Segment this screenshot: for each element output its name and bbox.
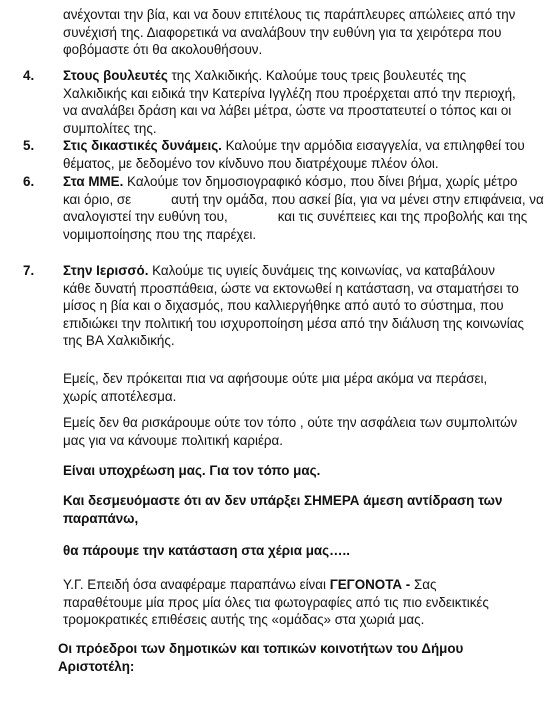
bold-statement [63,492,502,527]
text-line [63,262,524,280]
item-heading: Στις δικαστικές δυνάμεις. [63,138,222,153]
signature-block [58,640,463,675]
text-line: μίσος η βία και ο διχασμός, που καλλιεργήθηκε από αυτό το σύστημα, που [63,298,504,313]
item-text: Καλούμε τον δημοσιογραφικό κόσμο, που δίνει βήμα, χωρίς μέτρο [123,174,518,189]
ps-tail: Σας [410,577,437,592]
list-item-7 [23,262,524,350]
item-text: της Χαλκιδικής. Καλούμε τους τρεις βουλευτές της [167,68,467,83]
text-line [63,576,489,594]
text-line: Εμείς, δεν πρόκειται πια να αφήσουμε ούτε μια μέρα ακόμα να περάσει, [63,371,488,386]
text-line [63,137,525,155]
bold-statement: Είναι υποχρέωση μας. Για τον τόπο μας. [63,463,321,478]
list-number: 5. [23,138,35,153]
item-text: Καλούμε την αρμόδια εισαγγελία, να επιληφθεί του [221,138,525,153]
text-line: να αναλάβει δράση και να λάβει μέτρα, ώστε να προστατευτεί ο τόπος και οι [63,103,512,118]
text-line [63,67,516,85]
text-line: ανέχονται την βία, και να δουν επιτέλους τις παράπλευρες απώλειες από την [63,7,516,22]
text-line: φοβόμαστε ότι θα ακολουθήσουν. [63,42,263,57]
list-number: 4. [23,68,35,83]
item-text: και όριο, σε [63,191,132,207]
text-line: Εμείς δεν θα ρισκάρουμε ούτε τον τόπο , ούτε την ασφάλεια των συμπολιτών [63,415,518,430]
list-number: 7. [23,263,35,278]
text-line: Και δεσμευόμαστε ότι αν δεν υπάρξει ΣΗΜΕΡΑ άμεση αντίδραση των [63,493,503,508]
text-line [63,208,544,226]
bold-statement: θα πάρουμε την κατάσταση στα χέρια μας….. [63,543,350,558]
intro-paragraph [63,6,515,59]
item-heading: Στους βουλευτές [63,68,168,83]
ps-lead: Υ.Γ. Επειδή όσα αναφέραμε παραπάνω είναι [63,577,330,592]
text-line: νομιμοποίησης που της παρέχει. [63,226,257,242]
list-item-6 [23,173,544,243]
item-text: αναλογιστεί την ευθύνη του, [63,209,228,224]
text-line: χωρίς αποτέλεσμα. [63,388,177,404]
list-number: 6. [23,174,35,189]
text-line: της ΒΑ Χαλκιδικής. [63,333,175,348]
text-line: επιδιώκει την πολιτική του ισχυροποίηση μέσα από την διάλυση της κοινωνίας [63,315,524,331]
postscript [63,576,489,629]
text-line: συνέχισή της. Διαφορετικά να αναλάβουν την ευθύνη για τα χειρότερα που [63,24,502,40]
text-line: Οι πρόεδροι των δημοτικών και τοπικών κοινοτήτων του Δήμου [58,641,464,656]
text-line: τρομοκρατικές επιθέσεις αυτής της «ομάδας» στα χωριά μας. [63,612,425,627]
item-text: Καλούμε τις υγιείς δυνάμεις της κοινωνίας, να καταβάλουν [148,263,495,278]
ps-facts: ΓΕΓΟΝΟΤΑ - [329,577,411,592]
text-line: κάθε δυνατή προσπάθεια, ώστε να εκτονωθεί η κατάσταση, να σταματήσει το [63,280,519,296]
paragraph [63,370,487,405]
text-line: συμπολίτες της. [63,120,157,136]
item-heading: Στην Ιερισσό. [63,263,149,278]
item-heading: Στα ΜΜΕ. [63,174,124,189]
text-line [63,191,544,209]
text-line: Χαλκιδικής και ειδικά την Κατερίνα Ιγγλέζη που προέρχεται από την περιοχή, [63,85,516,101]
text-line: θέματος, με δεδομένο τον κίνδυνο που διατρέχουμε πλέον όλοι. [63,155,439,171]
list-item-5 [23,137,525,172]
text-line [63,173,544,191]
paragraph [63,414,517,449]
item-text: αυτή την ομάδα, που ασκεί βία, για να μένει στην επιφάνεια, να [171,191,544,207]
text-line: Αριστοτέλη: [58,658,135,674]
list-item-4 [23,67,516,137]
item-text: και τις συνέπειες και της προβολής και της [277,209,528,224]
text-line: παραθέτουμε μία προς μία όλες τια φωτογραφίες από τις πιο ενδεικτικές [63,594,489,610]
text-line: παραπάνω, [63,510,139,526]
text-line: μας για να κάνουμε πολιτική καριέρα. [63,432,284,448]
